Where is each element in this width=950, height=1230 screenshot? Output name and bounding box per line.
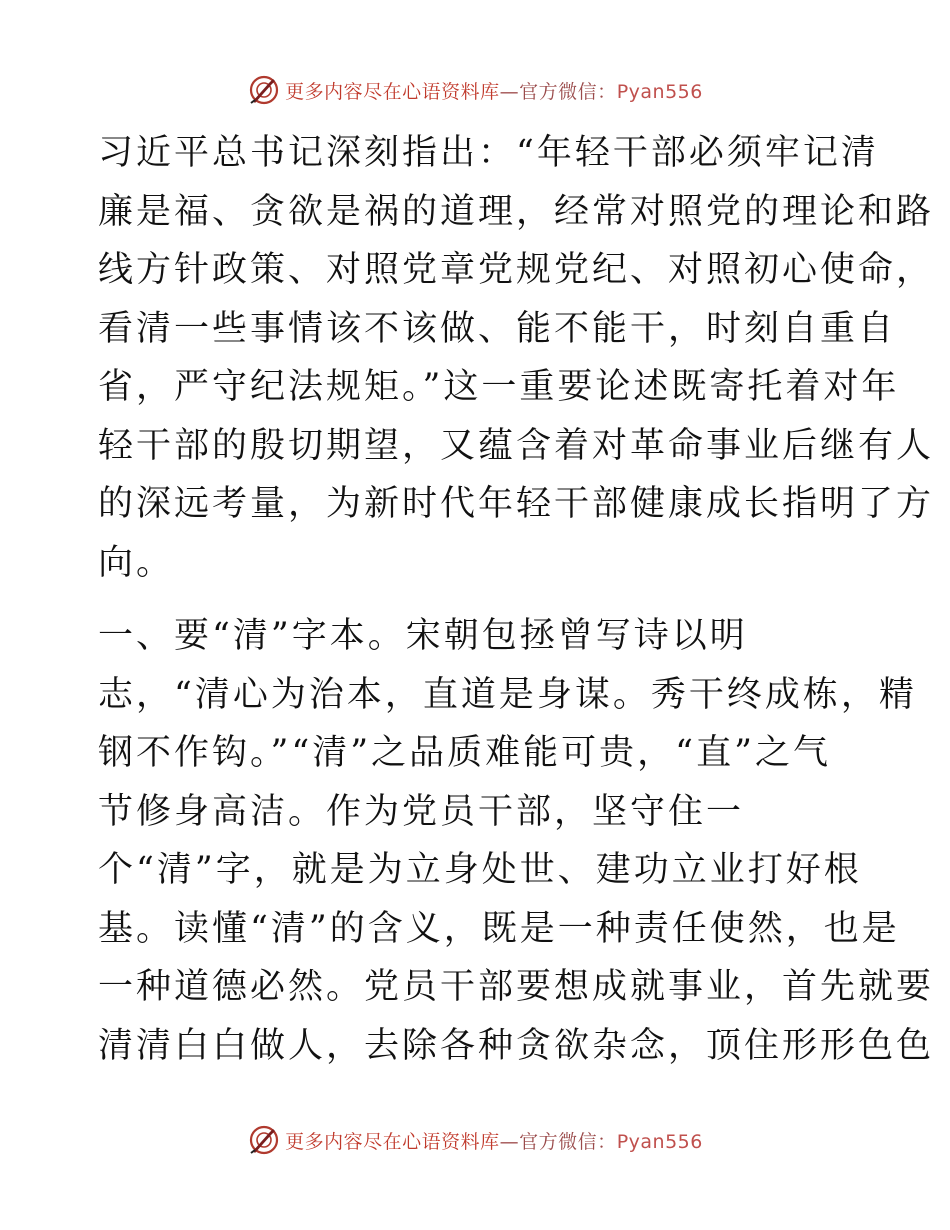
header-dash: — — [499, 80, 520, 103]
text-line: 廉是福、贪欲是祸的道理，经常对照党的理论和路 — [98, 191, 935, 232]
text-line: 习近平总书记深刻指出：“年轻干部必须牢记清 — [98, 133, 879, 173]
footer-wechat-label: 官方微信： — [519, 1130, 617, 1153]
paragraph-gap — [98, 592, 858, 607]
text-line: 向。 — [98, 542, 175, 583]
text-line: 志，“清心为治本，直道是身谋。秀干终成栋，精 — [98, 674, 917, 715]
footer-brand-text: 更多内容尽在心语资料库 — [285, 1130, 500, 1153]
header-banner — [0, 70, 950, 110]
text-line: 钢不作钩。”“清”之品质难能可贵，“直”之气 — [98, 733, 831, 773]
paragraph-intro — [98, 124, 935, 592]
footer-banner — [0, 1120, 950, 1160]
header-wechat-label: 官方微信： — [519, 80, 617, 103]
text-line: 个“清”字，就是为立身处世、建功立业打好根 — [98, 850, 862, 890]
header-banner-text — [285, 77, 703, 104]
text-line: 线方针政策、对照党章党规党纪、对照初心使命， — [98, 250, 935, 290]
text-line: 一种道德必然。党员干部要想成就事业，首先就要 — [98, 967, 935, 1007]
footer-wechat-id: Pyan556 — [616, 1130, 703, 1153]
footer-banner-text — [285, 1127, 703, 1154]
text-line: 的深远考量，为新时代年轻干部健康成长指明了方 — [98, 484, 935, 524]
text-line: 清清白白做人，去除各种贪欲杂念，顶住形形色色 — [98, 1025, 935, 1066]
brand-logo-icon — [247, 73, 281, 107]
footer-dash: — — [499, 1130, 520, 1153]
text-line: 轻干部的殷切期望，又蕴含着对革命事业后继有人 — [98, 425, 935, 466]
document-body — [98, 124, 935, 1075]
text-line: 节修身高洁。作为党员干部，坚守住一 — [98, 791, 745, 832]
paragraph-section-one — [98, 607, 935, 1075]
header-wechat-id: Pyan556 — [616, 80, 703, 103]
text-line: 看清一些事情该不该做、能不能干，时刻自重自 — [98, 308, 897, 349]
brand-logo-icon — [247, 1123, 281, 1157]
header-brand-text: 更多内容尽在心语资料库 — [285, 80, 500, 103]
section-heading-line: 一、要“清”字本。宋朝包拯曾写诗以明 — [98, 616, 748, 656]
text-line: 基。读懂“清”的含义，既是一种责任使然，也是 — [98, 908, 900, 949]
text-line: 省，严守纪法规矩。”这一重要论述既寄托着对年 — [98, 367, 900, 407]
